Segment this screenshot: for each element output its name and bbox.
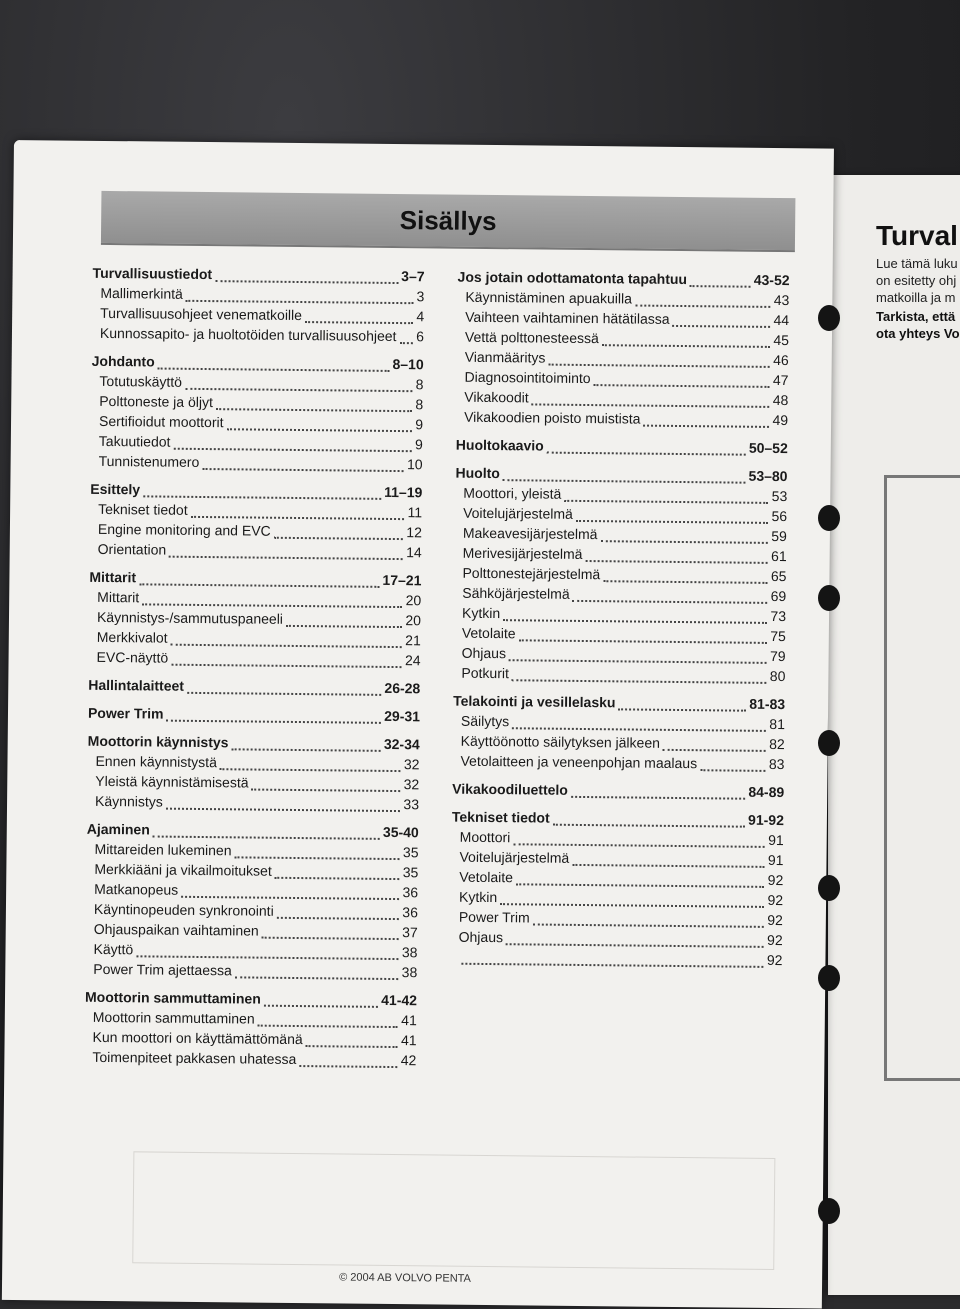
toc-heading-pages: 91-92: [748, 811, 785, 829]
toc-entry-label: Tekniset tiedot: [98, 500, 188, 518]
toc-entry-page: 45: [773, 331, 790, 349]
toc-heading-label: Vikakoodiluettelo: [452, 780, 568, 798]
toc-heading-pages: 29-31: [384, 707, 421, 725]
facing-page-bold-text: [876, 308, 960, 342]
toc-entry-page: 42: [400, 1052, 417, 1069]
toc-entry-page: 91: [768, 831, 784, 849]
toc-leader-dots: [571, 796, 746, 800]
toc-leader-dots: [461, 963, 763, 968]
toc-entry-page: 20: [405, 592, 422, 609]
toc-section-heading: [452, 782, 784, 805]
toc-entry-page: 8: [415, 376, 424, 393]
toc-leader-dots: [143, 495, 381, 499]
toc-entry-label: Käyntinopeuden synkronointi: [93, 900, 274, 919]
toc-entry-label: Ennen käynnistystä: [95, 752, 217, 771]
toc-entry-page: 65: [770, 567, 787, 585]
toc-heading-pages: 11–19: [384, 483, 423, 501]
toc-leader-dots: [262, 937, 399, 940]
toc-entry-page: 47: [772, 371, 789, 389]
toc-leader-dots: [235, 976, 399, 980]
toc-leader-dots: [191, 516, 405, 520]
toc-entry: [92, 326, 424, 349]
toc-entry-page: 12: [406, 524, 422, 541]
toc-heading-pages: 3–7: [401, 268, 425, 285]
binder-hole: [818, 730, 840, 756]
binder-hole: [818, 875, 840, 901]
toc-entry: [88, 650, 420, 673]
toc-entry-page: 32: [403, 776, 420, 793]
toc-entry-label: Turvallisuusohjeet venematkoille: [100, 304, 303, 324]
toc-entry-page: 46: [773, 351, 789, 369]
toc-leader-dots: [512, 727, 766, 732]
toc-entry-page: 10: [406, 456, 423, 473]
toc-entry-page: 41: [401, 1012, 417, 1029]
toc-heading-label: Telakointi ja vesillelasku: [453, 692, 616, 711]
toc-entry-page: 92: [767, 891, 784, 909]
toc-entry-label: Ohjauspaikan vaihtaminen: [93, 920, 259, 939]
toc-leader-dots: [216, 408, 413, 412]
toc-leader-dots: [513, 843, 765, 848]
toc-entry-page: 24: [404, 652, 421, 669]
binder-holes: [818, 0, 848, 1280]
toc-entry-label: Vaihteen vaihtaminen hätätilassa: [465, 308, 670, 327]
toc-leader-dots: [532, 403, 770, 407]
toc-heading-label: Huoltokaavio: [455, 436, 544, 454]
toc-leader-dots: [500, 903, 764, 908]
toc-entry-page: 35: [402, 864, 419, 881]
facing-page-bold-line: ota yhteys Vo: [876, 326, 960, 341]
toc-entry-page: 92: [766, 951, 783, 969]
toc-entry: [90, 542, 422, 565]
toc-entry: [453, 666, 785, 689]
toc-leader-dots: [603, 580, 768, 584]
toc-entry-label: Kytkin: [461, 604, 501, 622]
toc-leader-dots: [173, 448, 412, 452]
toc-leader-dots: [503, 479, 746, 484]
toc-entry-label: Vetolaitteen ja veneenpohjan maalaus: [460, 752, 698, 772]
toc-entry-label: Tunnistenumero: [98, 452, 200, 470]
toc-entry-page: 38: [401, 964, 418, 981]
toc-leader-dots: [506, 943, 764, 948]
toc-entry-label: Voitelujärjestelmä: [463, 504, 573, 522]
toc-section: [88, 570, 421, 673]
toc-entry-label: Diagnosointitoiminto: [464, 368, 591, 387]
toc-heading-label: Hallintalaitteet: [88, 676, 185, 694]
toc-leader-dots: [533, 923, 765, 927]
toc-entry-page: 11: [407, 504, 423, 521]
toc-entry-label: Mallimerkintä: [100, 284, 183, 302]
toc-leader-dots: [576, 520, 769, 524]
toc-entry: [85, 962, 417, 985]
toc-entry-label: Moottorin sammuttaminen: [92, 1008, 255, 1027]
toc-entry-label: Kun moottori on käyttämättömänä: [92, 1028, 303, 1048]
toc-entry-label: Power Trim ajettaessa: [93, 960, 232, 979]
toc-leader-dots: [553, 824, 745, 828]
toc-section: [92, 266, 425, 349]
binder-hole: [818, 305, 840, 331]
binder-hole: [818, 965, 840, 991]
toc-entry-label: Merkkiääni ja vikailmoitukset: [94, 860, 272, 879]
toc-entry-page: 20: [405, 612, 422, 629]
toc-leader-dots: [509, 659, 767, 664]
facing-page-box: [884, 475, 960, 1081]
toc-heading-label: Moottorin sammuttaminen: [84, 988, 261, 1007]
toc-entry-page: 56: [771, 507, 788, 525]
toc-entry-label: Orientation: [97, 540, 167, 558]
toc-leader-dots: [286, 625, 402, 628]
toc-leader-dots: [673, 325, 771, 328]
toc-heading-label: Huolto: [455, 464, 500, 482]
toc-heading-label: Tekniset tiedot: [451, 808, 550, 826]
toc-entry-label: Mittarit: [97, 588, 140, 606]
toc-entry-page: 32: [403, 756, 420, 773]
toc-entry-page: 33: [403, 796, 420, 813]
toc-heading-label: Jos jotain odottamatonta tapahtuu: [457, 268, 688, 288]
toc-entry-label: Käynnistys: [95, 792, 163, 810]
toc-entry-page: 92: [767, 931, 783, 949]
toc-section: [88, 678, 420, 701]
toc-leader-dots: [594, 384, 770, 388]
toc-leader-dots: [169, 556, 403, 560]
facing-page-line: on esitetty ohj: [876, 273, 957, 288]
warning-box-faint: [132, 1151, 775, 1270]
toc-entry-label: Vetolaite: [461, 624, 516, 642]
toc-right-column: [450, 270, 789, 981]
toc-entry-page: 91: [767, 851, 784, 869]
toc-entry-label: Merkkivalot: [96, 628, 168, 646]
toc-heading-pages: 43-52: [753, 271, 790, 289]
toc-leader-dots: [700, 769, 766, 772]
toc-entry-label: Polttoneste ja öljyt: [99, 392, 213, 411]
toc-entry-label: Ohjaus: [458, 928, 504, 946]
toc-entry-label: Kytkin: [459, 888, 498, 906]
facing-page-line: matkoilla ja m: [876, 290, 956, 305]
toc-entry: [452, 754, 784, 777]
toc-entry-label: Käynnistys-/sammutuspaneeli: [96, 608, 284, 627]
copyright-footer: © 2004 AB VOLVO PENTA: [339, 1271, 471, 1285]
toc-entry-page: 8: [415, 396, 424, 413]
toc-entry-page: 49: [772, 411, 789, 429]
toc-entry-page: 80: [769, 667, 786, 685]
toc-entry-page: 37: [402, 924, 418, 941]
toc-heading-label: Moottorin käynnistys: [87, 732, 229, 751]
toc-entry-page: 48: [772, 391, 789, 409]
toc-entry-page: 92: [767, 871, 784, 889]
toc-section: [450, 810, 784, 973]
toc-heading-pages: 17–21: [382, 571, 422, 589]
toc-entry-label: Vianmääritys: [464, 348, 546, 366]
toc-entry-label: Ohjaus: [461, 644, 507, 662]
toc-entry-label: Makeavesijärjestelmä: [462, 524, 598, 543]
toc-entry-page: 35: [402, 844, 419, 861]
toc-entry-label: Käyttö: [93, 940, 134, 958]
toc-section: [85, 822, 419, 985]
toc-heading-pages: 35-40: [382, 823, 419, 841]
toc-leader-dots: [503, 619, 767, 624]
toc-heading-pages: 32-34: [383, 735, 420, 753]
toc-entry-page: 79: [769, 647, 786, 665]
toc-entry-page: 38: [401, 944, 418, 961]
toc-left-column: [84, 266, 424, 1081]
toc-entry-page: 36: [402, 904, 419, 921]
toc-heading-pages: 26-28: [384, 679, 421, 697]
toc-leader-dots: [277, 917, 400, 920]
toc-entry-page: 9: [414, 436, 423, 453]
toc-entry-page: 73: [770, 607, 787, 625]
toc-entry-page: 21: [405, 632, 421, 649]
toc-heading-label: Mittarit: [89, 568, 137, 586]
toc-entry-label: Merivesijärjestelmä: [462, 544, 583, 562]
toc-entry-label: Matkanopeus: [94, 880, 179, 898]
toc-section: [452, 694, 785, 777]
toc-entry-page: 61: [771, 547, 787, 565]
toc-leader-dots: [158, 368, 390, 372]
toc-entry-label: Power Trim: [458, 908, 530, 926]
toc-leader-dots: [136, 955, 399, 960]
toc-leader-dots: [305, 321, 413, 324]
toc-section: [91, 354, 424, 477]
toc-entry-label: Käynnistäminen apuakuilla: [465, 288, 633, 307]
toc-entry-label: Vetolaite: [459, 868, 514, 886]
toc-entry-label: Vikakoodien poisto muistista: [464, 408, 641, 427]
toc-entry-label: Takuutiedot: [98, 432, 171, 450]
toc-leader-dots: [618, 708, 746, 711]
toc-leader-dots: [512, 679, 767, 684]
toc-leader-dots: [166, 720, 381, 724]
toc-entry-label: Moottori: [459, 828, 511, 846]
toc-heading-pages: 8–10: [392, 355, 424, 373]
toc-entry-page: 9: [415, 416, 424, 433]
toc-leader-dots: [548, 364, 770, 368]
toc-leader-dots: [602, 344, 771, 348]
toc-leader-dots: [643, 425, 769, 428]
toc-leader-dots: [690, 285, 751, 288]
toc-entry: [450, 950, 782, 973]
toc-section: [87, 734, 420, 817]
toc-heading-label: Ajaminen: [86, 820, 150, 838]
toc-leader-dots: [231, 748, 380, 752]
toc-entry-page: 53: [771, 487, 788, 505]
toc-entry: [84, 1050, 416, 1073]
toc-entry-page: 59: [771, 527, 787, 545]
toc-heading-pages: 84-89: [748, 783, 785, 801]
toc-section: [84, 990, 417, 1073]
toc-entry-page: 36: [402, 884, 419, 901]
toc-leader-dots: [663, 749, 766, 752]
toc-leader-dots: [171, 644, 403, 648]
toc-entry-label: EVC-näyttö: [96, 648, 169, 666]
toc-leader-dots: [516, 883, 765, 888]
toc-entry-label: Totutuskäyttö: [99, 372, 183, 390]
toc-entry-label: Sähköjärjestelmä: [462, 584, 570, 602]
toc-section: [88, 706, 420, 729]
toc-entry-page: 81: [769, 715, 786, 733]
toc-entry-label: Vikakoodit: [464, 388, 529, 406]
toc-leader-dots: [181, 896, 399, 900]
toc-entry-page: 83: [768, 755, 785, 773]
toc-leader-dots: [234, 856, 399, 860]
binder-hole: [818, 585, 840, 611]
toc-entry-label: Käyttöönotto säilytyksen jälkeen: [460, 732, 661, 751]
toc-entry-label: Sertifioidut moottorit: [98, 412, 224, 431]
toc-entry-label: Yleistä käynnistämisestä: [95, 772, 249, 791]
toc-leader-dots: [215, 280, 398, 284]
toc-leader-dots: [139, 583, 379, 588]
toc-leader-dots: [171, 664, 402, 668]
toc-leader-dots: [186, 300, 414, 304]
toc-entry-page: 41: [400, 1032, 417, 1049]
toc-entry-page: 6: [416, 328, 425, 345]
toc-entry-label: Säilytys: [460, 712, 510, 730]
toc-leader-dots: [153, 835, 380, 839]
toc-leader-dots: [226, 428, 412, 432]
toc-heading-pages: 81-83: [749, 695, 786, 713]
toc-leader-dots: [275, 877, 400, 880]
toc-leader-dots: [251, 789, 400, 793]
toc-leader-dots: [635, 305, 771, 308]
toc-leader-dots: [585, 560, 768, 564]
toc-leader-dots: [187, 692, 381, 696]
toc-leader-dots: [518, 639, 767, 644]
toc-entry: [91, 454, 423, 477]
binder-hole: [818, 1198, 840, 1224]
toc-entry-page: 44: [773, 311, 790, 329]
title-band: [101, 191, 796, 252]
toc-leader-dots: [399, 342, 413, 344]
toc-entry-page: 75: [770, 627, 786, 645]
toc-entry-label: Polttonestejärjestelmä: [462, 564, 601, 583]
toc-heading-label: Esittely: [90, 480, 141, 498]
toc-entry-page: 3: [416, 288, 425, 305]
toc-leader-dots: [299, 1065, 398, 1068]
toc-heading-label: Turvallisuustiedot: [92, 264, 213, 283]
toc-leader-dots: [274, 537, 404, 540]
toc-entry-page: 14: [406, 544, 422, 561]
toc-heading-pages: 41-42: [381, 991, 418, 1009]
toc-entry-label: Engine monitoring and EVC: [97, 520, 271, 539]
toc-leader-dots: [166, 808, 401, 812]
toc-leader-dots: [600, 540, 768, 544]
toc-entry-label: Vettä polttonesteessä: [464, 328, 599, 347]
toc-entry-label: Kunnossapito- ja huoltotöiden turvallisuusohjeet: [99, 324, 397, 345]
toc-section-heading: [88, 678, 420, 701]
facing-page-text: [876, 255, 958, 306]
toc-section-heading: [456, 438, 788, 461]
toc-leader-dots: [547, 452, 746, 456]
toc-section: [456, 438, 788, 461]
toc-leader-dots: [564, 500, 768, 504]
toc-leader-dots: [573, 600, 768, 604]
page-title: Sisällys: [399, 204, 497, 236]
toc-entry-page: 92: [767, 911, 783, 929]
toc-heading-pages: 53–80: [748, 467, 788, 485]
toc-leader-dots: [202, 468, 404, 472]
toc-leader-dots: [306, 1045, 398, 1048]
toc-page: [2, 140, 834, 1309]
toc-leader-dots: [264, 1005, 378, 1008]
toc-entry-page: 43: [773, 291, 790, 309]
toc-leader-dots: [220, 768, 401, 772]
toc-entry-label: Voitelujärjestelmä: [459, 848, 570, 866]
toc-heading-label: Johdanto: [91, 352, 155, 370]
toc-heading-label: Power Trim: [87, 704, 164, 722]
toc-entry: [456, 410, 788, 433]
toc-section-heading: [88, 706, 420, 729]
toc-leader-dots: [258, 1025, 399, 1028]
toc-section: [452, 782, 784, 805]
toc-entry-label: Potkurit: [461, 664, 509, 682]
toc-section: [456, 270, 790, 433]
toc-leader-dots: [572, 864, 765, 868]
toc-entry-label: Mittareiden lukeminen: [94, 840, 232, 859]
facing-page-bold-line: Tarkista, että: [876, 309, 956, 324]
toc-entry-page: 4: [416, 308, 425, 325]
facing-page-title: Turval: [876, 220, 958, 251]
toc-leader-dots: [142, 603, 402, 608]
toc-leader-dots: [185, 388, 413, 392]
toc-entry-page: 69: [770, 587, 787, 605]
toc-entry-label: Toimenpiteet pakkasen uhatessa: [92, 1048, 297, 1068]
toc-section: [453, 466, 787, 689]
toc-heading-pages: 50–52: [748, 439, 788, 457]
facing-page-line: Lue tämä luku: [876, 256, 958, 271]
toc-section: [90, 482, 423, 565]
toc-entry-page: 82: [769, 735, 785, 753]
toc-entry-label: Moottori, yleistä: [463, 484, 562, 502]
toc-entry: [87, 794, 419, 817]
binder-hole: [818, 505, 840, 531]
